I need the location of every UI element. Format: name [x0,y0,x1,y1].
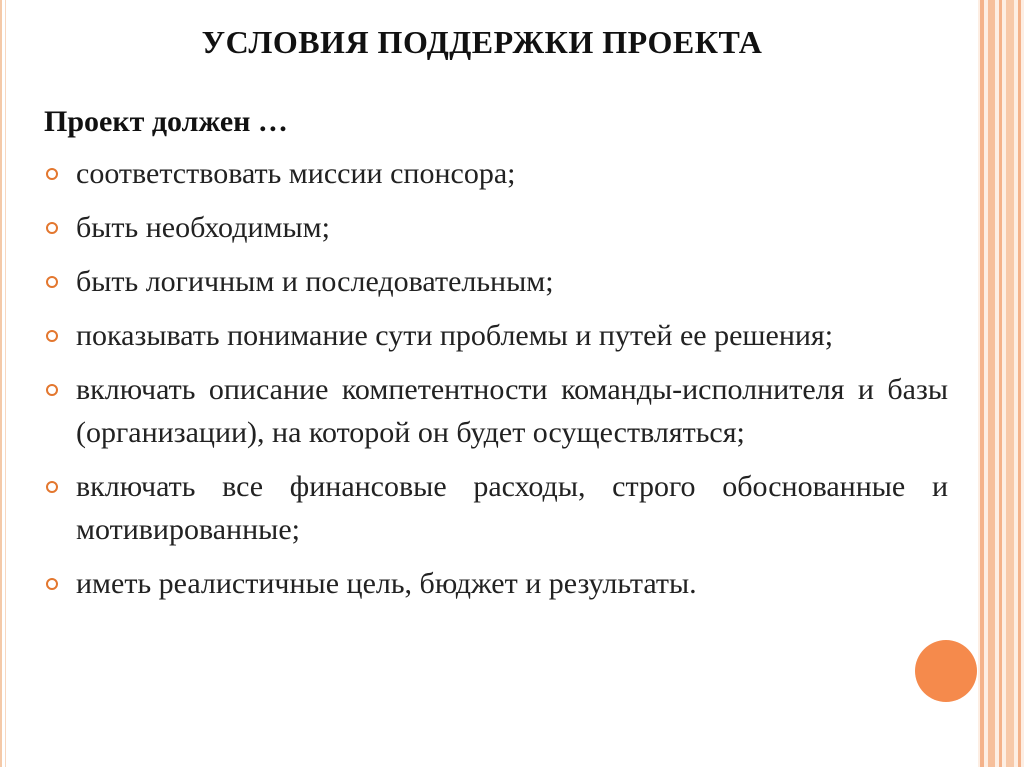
hollow-circle-bullet-icon [46,276,58,288]
left-border-line-inner [5,0,6,767]
lead-text: Проект должен … [44,105,288,138]
right-stripe [1018,0,1021,767]
list-item [44,368,948,454]
list-item-text: включать описание компетентности команды-исполнителя и базы (организации), на которой он будет осуществляться; [76,373,948,449]
hollow-circle-bullet-icon [46,384,58,396]
right-decorative-band [978,0,1024,767]
list-item [44,206,948,249]
list-item [44,562,948,605]
hollow-circle-bullet-icon [46,222,58,234]
list-item [44,152,948,195]
list-item-text: быть необходимым; [76,211,330,244]
right-stripe [1006,0,1014,767]
list-item [44,260,948,303]
list-item [44,314,948,357]
list-item-text: быть логичным и последовательным; [76,265,554,298]
hollow-circle-bullet-icon [46,168,58,180]
right-stripe [999,0,1002,767]
list-item-text: показывать понимание сути проблемы и путей ее решения; [76,319,834,352]
right-stripe [980,0,984,767]
list-item [44,465,948,551]
hollow-circle-bullet-icon [46,330,58,342]
list-item-text: иметь реалистичные цель, бюджет и результаты. [76,567,697,600]
slide-title: УСЛОВИЯ ПОДДЕРЖКИ ПРОЕКТА [201,24,763,60]
hollow-circle-bullet-icon [46,578,58,590]
left-border-line [0,0,2,767]
right-stripe [988,0,995,767]
bullet-list [44,152,948,616]
list-item-text: включать все финансовые расходы, строго обоснованные и мотивированные; [76,470,948,546]
list-item-text: соответствовать миссии спонсора; [76,157,516,190]
hollow-circle-bullet-icon [46,481,58,493]
orange-circle-icon [915,640,977,702]
